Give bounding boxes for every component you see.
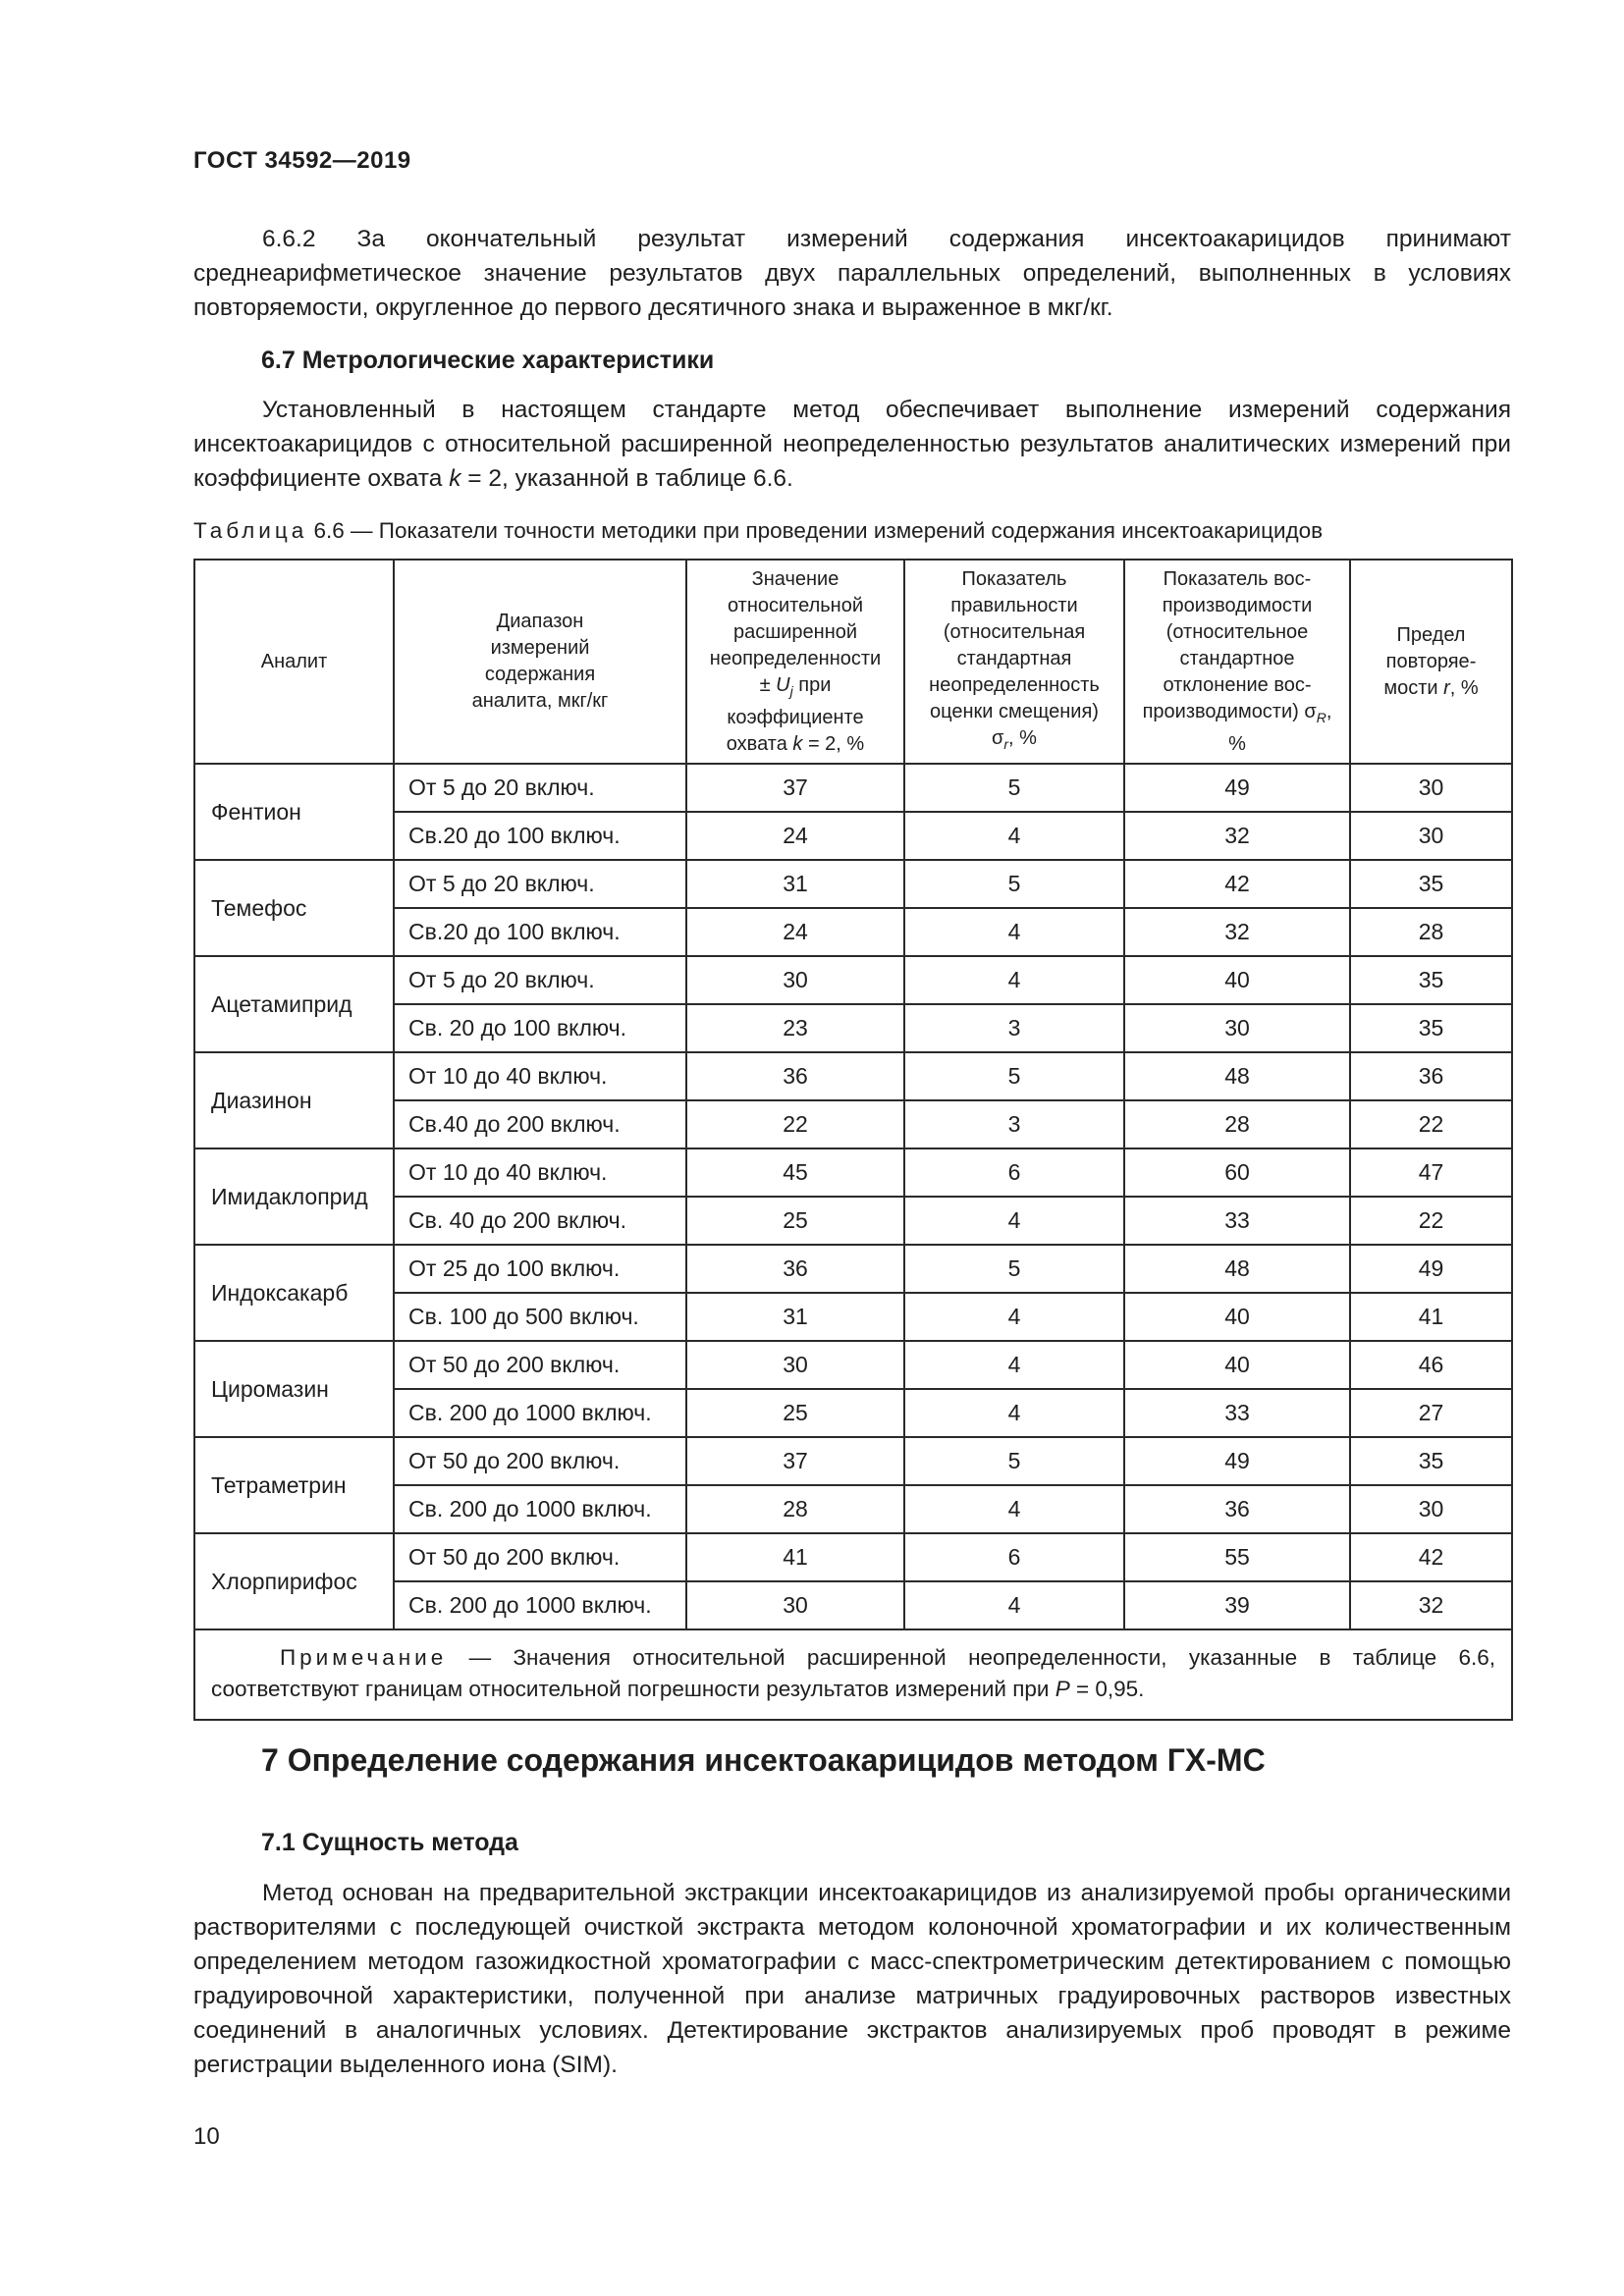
note-text-b: = 0,95.	[1069, 1677, 1145, 1701]
cell-range: От 50 до 200 включ.	[394, 1533, 686, 1581]
cell-range: Св.20 до 100 включ.	[394, 812, 686, 860]
cell-uncertainty: 30	[686, 1341, 904, 1389]
table-row	[194, 860, 1512, 908]
table-row	[194, 1533, 1512, 1581]
cell-reproducibility: 39	[1124, 1581, 1350, 1629]
heading-7-1: 7.1 Сущность метода	[261, 1829, 518, 1856]
cell-range: Св. 40 до 200 включ.	[394, 1197, 686, 1245]
cell-reproducibility: 32	[1124, 908, 1350, 956]
cell-reproducibility: 40	[1124, 1341, 1350, 1389]
header-trueness: Показатель правильности (относительная стандартная неопределенность оценки смещения) $\sigma_r$, %	[904, 560, 1124, 764]
cell-uncertainty: 22	[686, 1100, 904, 1148]
heading-6-7: 6.7 Метрологические характеристики	[261, 347, 715, 374]
cell-range: Св. 20 до 100 включ.	[394, 1004, 686, 1052]
header-range: Диапазон измерений содержания аналита, мкг/кг	[394, 560, 686, 764]
cell-repeatability: 27	[1350, 1389, 1512, 1437]
cell-reproducibility: 30	[1124, 1004, 1350, 1052]
cell-reproducibility: 32	[1124, 812, 1350, 860]
metrology-table	[193, 559, 1513, 1721]
table-body	[194, 764, 1512, 1629]
p-symbol: P	[1055, 1677, 1070, 1701]
cell-uncertainty: 31	[686, 860, 904, 908]
cell-uncertainty: 23	[686, 1004, 904, 1052]
cell-repeatability: 35	[1350, 956, 1512, 1004]
table-header-row	[194, 560, 1512, 764]
heading-7: 7 Определение содержания инсектоакарицидов методом ГХ-МС	[261, 1742, 1266, 1778]
cell-repeatability: 28	[1350, 908, 1512, 956]
paragraph-7-1: Метод основан на предварительной экстракции инсектоакарицидов из анализируемой пробы органическими растворителями с последующей очисткой экстракта методом колоночной хроматографии и их количественным определением методом газожидкостной хроматографии с масс-спектрометрическим детектированием с помощью градуировочной характеристики, полученной при анализе матричных градуировочных растворов известных соединений в аналогичных условиях. Детектирование экстрактов анализируемых проб проводят в режиме регистрации выделенного иона (SIM).	[193, 1880, 1511, 2078]
cell-range: От 25 до 100 включ.	[394, 1245, 686, 1293]
cell-reproducibility: 49	[1124, 1437, 1350, 1485]
cell-uncertainty: 37	[686, 764, 904, 812]
cell-reproducibility: 36	[1124, 1485, 1350, 1533]
cell-repeatability: 35	[1350, 1004, 1512, 1052]
cell-range: Св.40 до 200 включ.	[394, 1100, 686, 1148]
paragraph-6-7	[193, 393, 1511, 496]
cell-reproducibility: 33	[1124, 1197, 1350, 1245]
cell-analyte: Индоксакарб	[194, 1245, 394, 1341]
cell-uncertainty: 41	[686, 1533, 904, 1581]
header-uncertainty: Значение относительной расширенной неопределенности ± $U_j$ при коэффициенте охвата k = 2, %	[686, 560, 904, 764]
cell-trueness: 5	[904, 764, 1124, 812]
cell-reproducibility: 28	[1124, 1100, 1350, 1148]
cell-range: Св.20 до 100 включ.	[394, 908, 686, 956]
cell-range: От 50 до 200 включ.	[394, 1437, 686, 1485]
cell-reproducibility: 49	[1124, 764, 1350, 812]
cell-trueness: 4	[904, 908, 1124, 956]
cell-range: Св. 200 до 1000 включ.	[394, 1485, 686, 1533]
cell-repeatability: 36	[1350, 1052, 1512, 1100]
cell-repeatability: 42	[1350, 1533, 1512, 1581]
cell-analyte: Хлорпирифос	[194, 1533, 394, 1629]
paragraph-6-7-text-b: = 2, указанной в таблице 6.6.	[460, 465, 793, 492]
cell-uncertainty: 36	[686, 1052, 904, 1100]
document-id: ГОСТ 34592—2019	[193, 147, 411, 174]
page-number: 10	[193, 2123, 220, 2150]
cell-repeatability: 22	[1350, 1197, 1512, 1245]
cell-trueness: 5	[904, 860, 1124, 908]
cell-repeatability: 35	[1350, 1437, 1512, 1485]
cell-analyte: Фентион	[194, 764, 394, 860]
cell-range: От 10 до 40 включ.	[394, 1052, 686, 1100]
cell-range: От 5 до 20 включ.	[394, 860, 686, 908]
cell-trueness: 5	[904, 1245, 1124, 1293]
table-row	[194, 1437, 1512, 1485]
cell-reproducibility: 48	[1124, 1052, 1350, 1100]
cell-uncertainty: 37	[686, 1437, 904, 1485]
table-row	[194, 764, 1512, 812]
cell-range: От 10 до 40 включ.	[394, 1148, 686, 1197]
cell-range: От 5 до 20 включ.	[394, 956, 686, 1004]
cell-trueness: 4	[904, 1389, 1124, 1437]
cell-reproducibility: 55	[1124, 1533, 1350, 1581]
header-repeatability: Предел повторяемости r, %	[1350, 560, 1512, 764]
table-row	[194, 1341, 1512, 1389]
table-row	[194, 1052, 1512, 1100]
cell-repeatability: 35	[1350, 860, 1512, 908]
cell-analyte: Тетраметрин	[194, 1437, 394, 1533]
cell-analyte: Ацетамиприд	[194, 956, 394, 1052]
cell-trueness: 3	[904, 1004, 1124, 1052]
table-row	[194, 1245, 1512, 1293]
cell-uncertainty: 30	[686, 956, 904, 1004]
cell-range: От 50 до 200 включ.	[394, 1341, 686, 1389]
cell-uncertainty: 24	[686, 812, 904, 860]
note-text-a: — Значения относительной расширенной неопределенности, указанные в таблице 6.6, соответствуют границам относительной погрешности результатов измерений при	[211, 1645, 1495, 1701]
table-caption	[193, 518, 1323, 544]
cell-repeatability: 41	[1350, 1293, 1512, 1341]
cell-uncertainty: 45	[686, 1148, 904, 1197]
cell-repeatability: 30	[1350, 812, 1512, 860]
cell-reproducibility: 40	[1124, 1293, 1350, 1341]
header-reproducibility: Показатель воспроизводимости (относительное стандартное отклонение воспроизводимости) $\sigma_R$, %	[1124, 560, 1350, 764]
cell-analyte: Темефос	[194, 860, 394, 956]
cell-trueness: 4	[904, 1197, 1124, 1245]
table-row	[194, 1148, 1512, 1197]
paragraph-6-6-2: 6.6.2 За окончательный результат измерений содержания инсектоакарицидов принимают среднеарифметическое значение результатов двух параллельных определений, выполненных в условиях повторяемости, округленное до первого десятичного знака и выраженное в мкг/кг.	[193, 226, 1511, 321]
cell-repeatability: 22	[1350, 1100, 1512, 1148]
cell-uncertainty: 28	[686, 1485, 904, 1533]
cell-uncertainty: 30	[686, 1581, 904, 1629]
cell-trueness: 4	[904, 1581, 1124, 1629]
cell-repeatability: 32	[1350, 1581, 1512, 1629]
cell-uncertainty: 31	[686, 1293, 904, 1341]
cell-reproducibility: 42	[1124, 860, 1350, 908]
cell-analyte: Циромазин	[194, 1341, 394, 1437]
cell-range: Св. 200 до 1000 включ.	[394, 1389, 686, 1437]
table-note-row	[194, 1629, 1512, 1720]
cell-trueness: 6	[904, 1533, 1124, 1581]
cell-uncertainty: 25	[686, 1197, 904, 1245]
cell-repeatability: 46	[1350, 1341, 1512, 1389]
cell-trueness: 4	[904, 812, 1124, 860]
cell-repeatability: 47	[1350, 1148, 1512, 1197]
cell-analyte: Диазинон	[194, 1052, 394, 1148]
cell-trueness: 4	[904, 1293, 1124, 1341]
cell-repeatability: 30	[1350, 1485, 1512, 1533]
cell-trueness: 6	[904, 1148, 1124, 1197]
paragraph-6-7-text-a: Установленный в настоящем стандарте метод обеспечивает выполнение измерений содержания инсектоакарицидов с относительной расширенной неопределенностью результатов аналитических измерений при коэффициенте охвата	[193, 397, 1511, 492]
header-analyte: Аналит	[194, 560, 394, 764]
cell-trueness: 4	[904, 1341, 1124, 1389]
table-caption-text: 6.6 — Показатели точности методики при проведении измерений содержания инсектоакарицидов	[307, 518, 1324, 543]
cell-analyte: Имидаклоприд	[194, 1148, 394, 1245]
cell-uncertainty: 36	[686, 1245, 904, 1293]
cell-trueness: 5	[904, 1052, 1124, 1100]
note-label: Примечание	[280, 1645, 448, 1670]
table-caption-label: Таблица	[193, 518, 308, 543]
cell-reproducibility: 33	[1124, 1389, 1350, 1437]
cell-range: Св. 200 до 1000 включ.	[394, 1581, 686, 1629]
cell-trueness: 5	[904, 1437, 1124, 1485]
cell-reproducibility: 40	[1124, 956, 1350, 1004]
table-note	[194, 1629, 1512, 1720]
cell-reproducibility: 60	[1124, 1148, 1350, 1197]
cell-trueness: 4	[904, 956, 1124, 1004]
cell-uncertainty: 25	[686, 1389, 904, 1437]
cell-repeatability: 30	[1350, 764, 1512, 812]
table-row	[194, 956, 1512, 1004]
cell-range: Св. 100 до 500 включ.	[394, 1293, 686, 1341]
cell-range: От 5 до 20 включ.	[394, 764, 686, 812]
cell-reproducibility: 48	[1124, 1245, 1350, 1293]
cell-uncertainty: 24	[686, 908, 904, 956]
cell-repeatability: 49	[1350, 1245, 1512, 1293]
cell-trueness: 3	[904, 1100, 1124, 1148]
k-symbol: k	[449, 465, 461, 492]
cell-trueness: 4	[904, 1485, 1124, 1533]
